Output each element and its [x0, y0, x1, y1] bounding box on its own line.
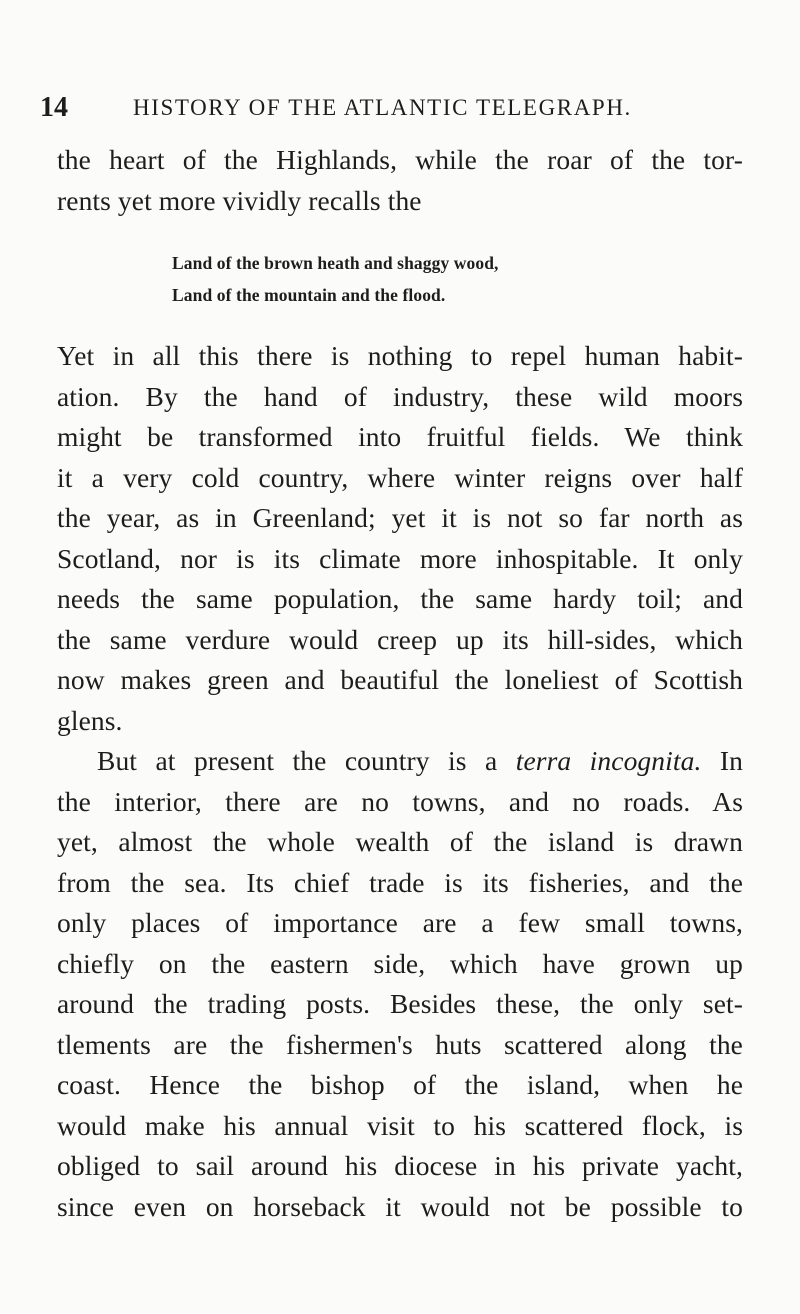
- running-title: HISTORY OF THE ATLANTIC TELEGRAPH.: [133, 95, 632, 120]
- text-line: ation. By the hand of industry, these wild moors: [57, 381, 743, 412]
- text-line: the same verdure would creep up its hill-sides, which: [57, 624, 743, 655]
- text-line: the year, as in Greenland; yet it is not so far north as: [57, 502, 743, 533]
- text-line: Yet in all this there is nothing to repel human habit-: [57, 340, 743, 371]
- text-line: glens.: [57, 705, 123, 736]
- text-line: the interior, there are no towns, and no roads. As: [57, 786, 743, 817]
- page-number: 14: [40, 92, 68, 123]
- text-line: from the sea. Its chief trade is its fisheries, and the: [57, 867, 743, 898]
- paragraph-first-line: [97, 747, 743, 775]
- text-line: yet, almost the whole wealth of the island is drawn: [57, 826, 743, 857]
- text-line: coast. Hence the bishop of the island, when he: [57, 1069, 743, 1100]
- text-line: might be transformed into fruitful fields. We think: [57, 421, 743, 452]
- text-line: the heart of the Highlands, while the roar of the tor-: [57, 144, 743, 175]
- poem-quote-line: Land of the mountain and the flood.: [172, 285, 446, 305]
- running-head: [40, 92, 740, 132]
- text-line: now makes green and beautiful the loneliest of Scottish: [57, 664, 743, 695]
- text-line: only places of importance are a few small towns,: [57, 907, 743, 938]
- text-fragment: But at present the country is a: [97, 745, 516, 776]
- text-line: needs the same population, the same hardy toil; and: [57, 583, 743, 614]
- poem-quote-line: Land of the brown heath and shaggy wood,: [172, 253, 499, 273]
- text-line: Scotland, nor is its climate more inhospitable. It only: [57, 543, 743, 574]
- text-line: tlements are the fishermen's huts scattered along the: [57, 1029, 743, 1060]
- text-line: since even on horseback it would not be possible to: [57, 1191, 743, 1222]
- text-line: around the trading posts. Besides these, the only set-: [57, 988, 743, 1019]
- text-line: it a very cold country, where winter reigns over half: [57, 462, 743, 493]
- text-line: would make his annual visit to his scattered flock, is: [57, 1110, 743, 1141]
- italic-phrase: terra incognita.: [515, 745, 702, 776]
- text-line: rents yet more vividly recalls the: [57, 185, 422, 216]
- text-line: chiefly on the eastern side, which have grown up: [57, 948, 743, 979]
- text-line: obliged to sail around his diocese in his private yacht,: [57, 1150, 743, 1181]
- text-fragment: In: [701, 745, 743, 776]
